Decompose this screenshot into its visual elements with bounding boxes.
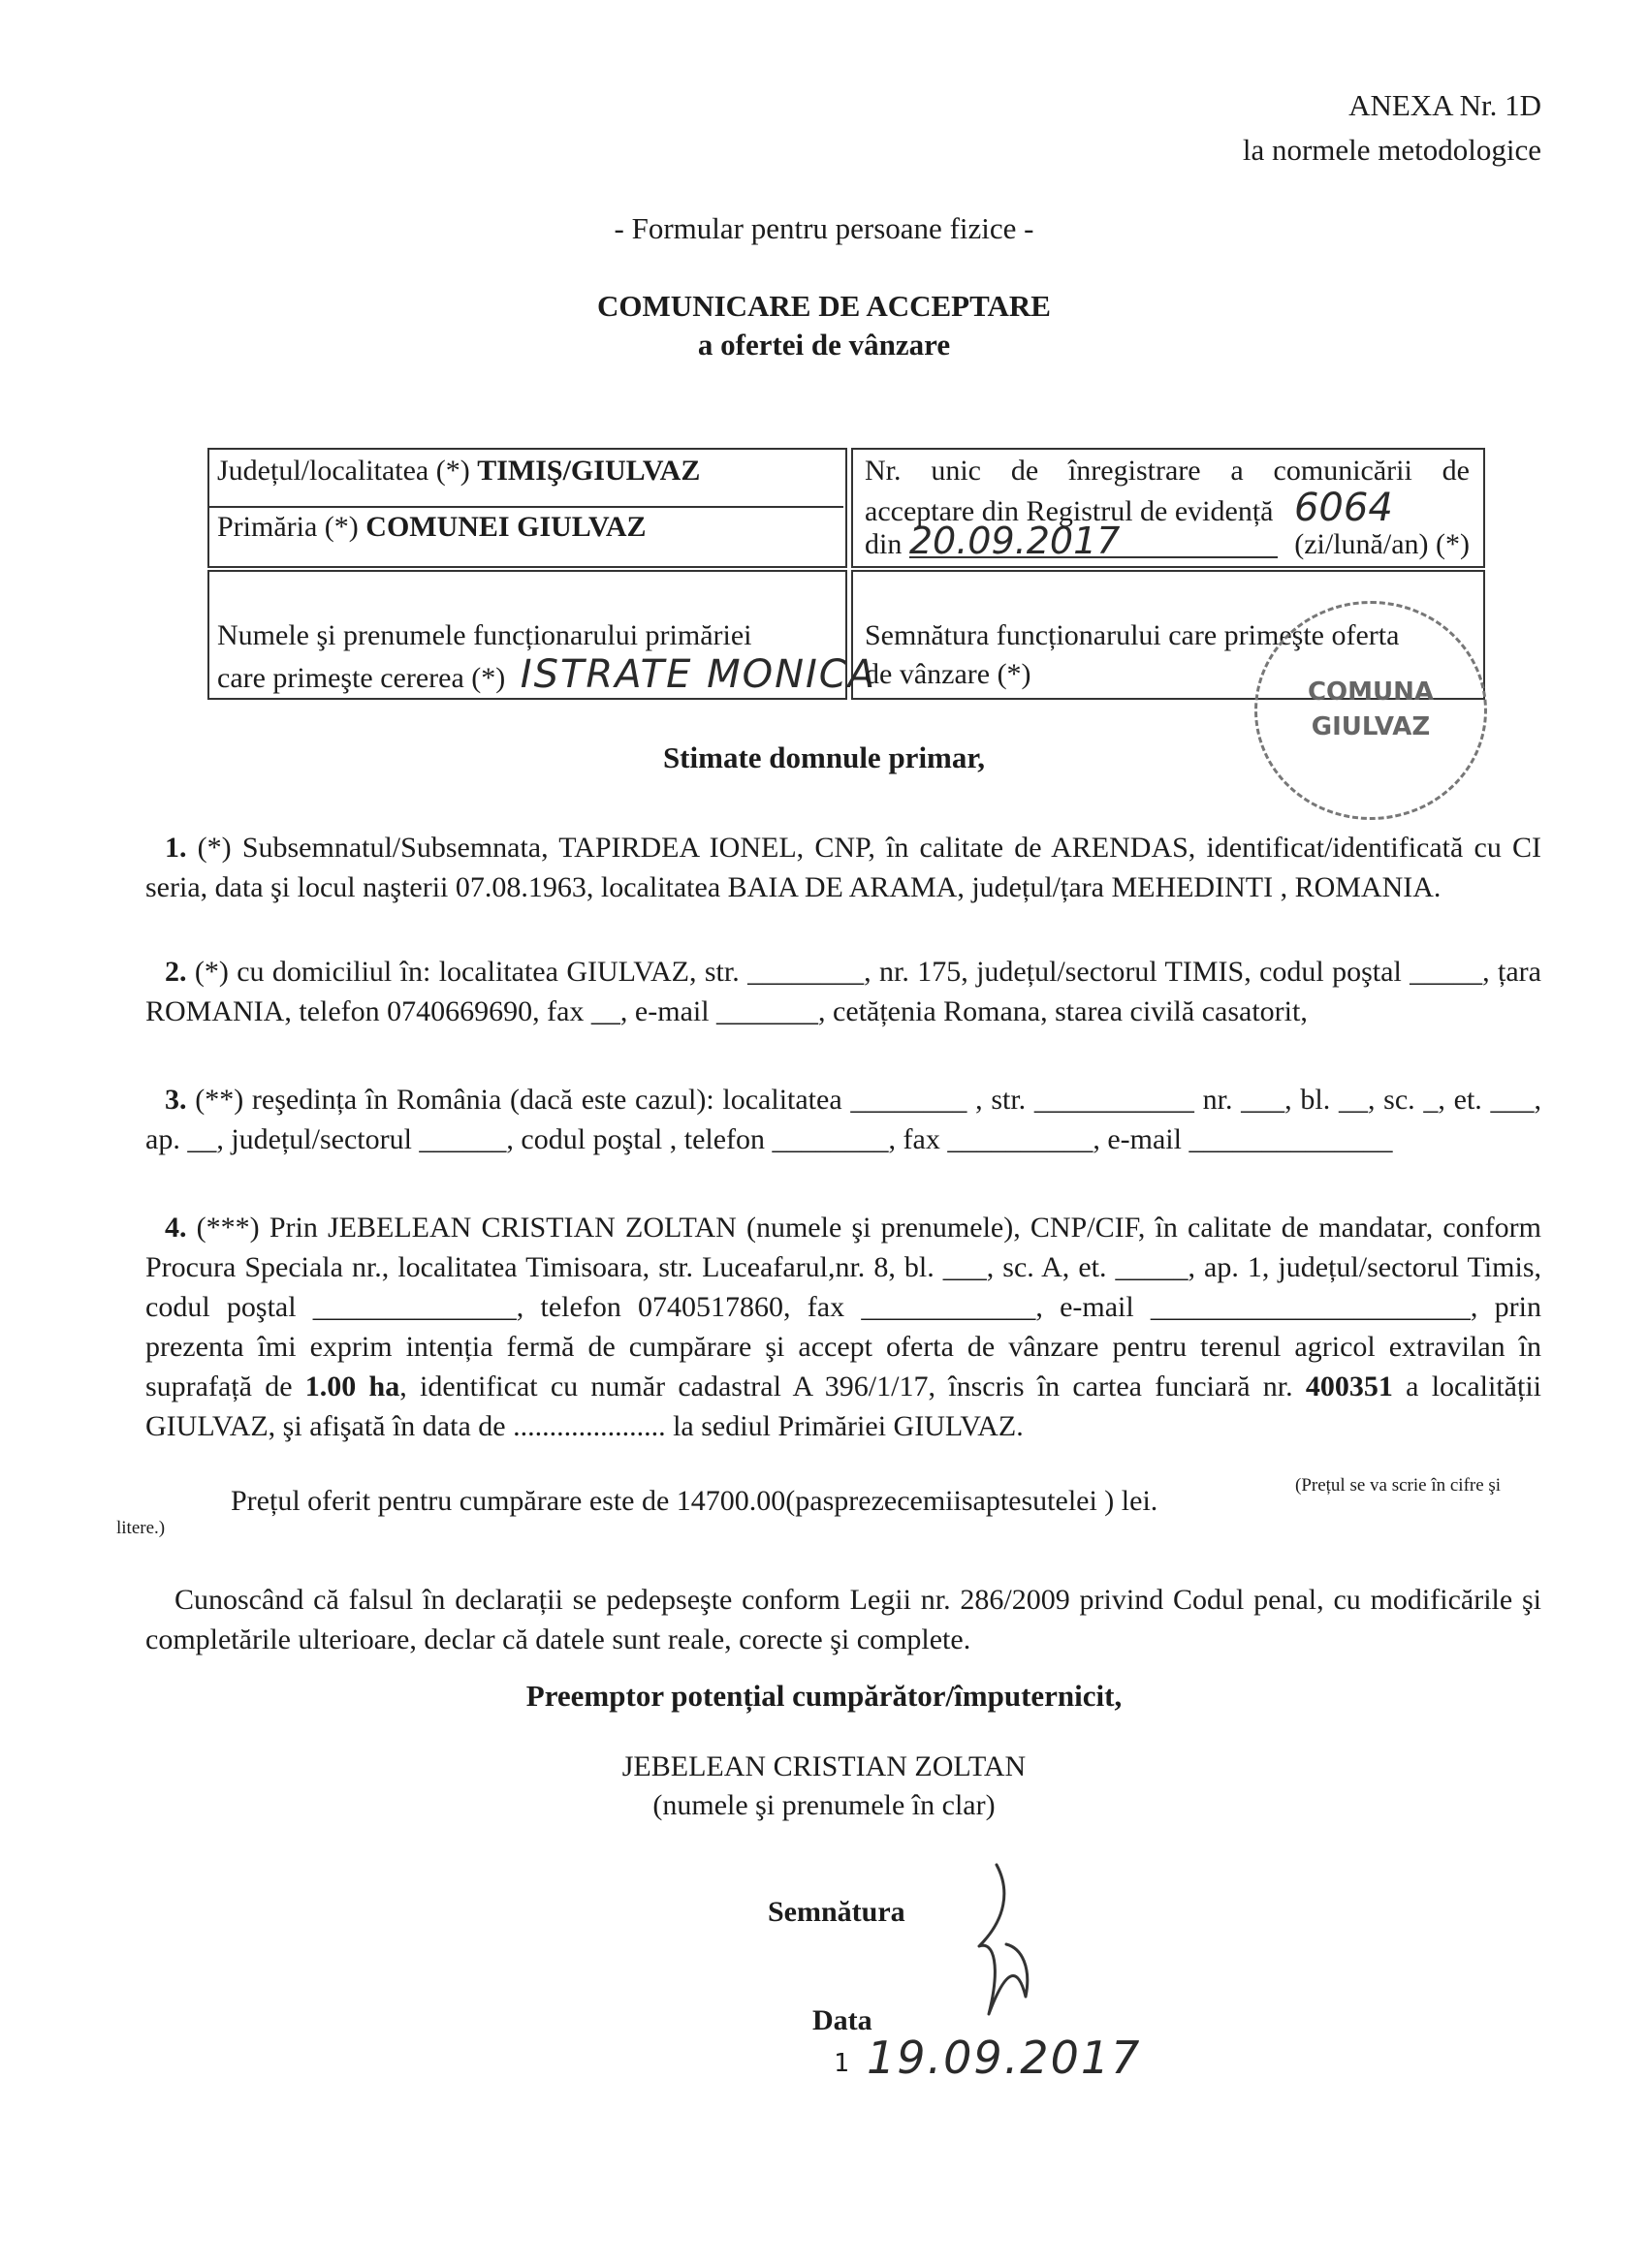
official-label-1: Numele şi prenumele funcționarului primăriei bbox=[217, 619, 752, 651]
paragraph-3 bbox=[145, 1080, 1541, 1159]
paragraph-4-text-b: , identificat cu număr cadastral A 396/1/17, înscris în cartea funciară nr. bbox=[399, 1370, 1306, 1402]
form-type: - Formular pentru persoane fizice - bbox=[614, 211, 1034, 245]
paragraph-2 bbox=[145, 952, 1541, 1031]
registration-din: din bbox=[865, 528, 903, 560]
stamp-text-2: GIULVAZ bbox=[1311, 712, 1431, 741]
registration-date: 20.09.2017 bbox=[909, 525, 1278, 558]
registration-number: 6064 bbox=[1293, 486, 1393, 530]
registration-text-1: Nr. unic de înregistrare a comunicării de bbox=[865, 455, 1470, 487]
buyer-name: JEBELEAN CRISTIAN ZOLTAN bbox=[621, 1750, 1027, 1782]
registration-label: acceptare din Registrul de evidență bbox=[865, 495, 1274, 527]
city-hall-value: COMUNEI GIULVAZ bbox=[365, 511, 647, 543]
document-subtitle: a ofertei de vânzare bbox=[697, 328, 951, 362]
paragraph-1 bbox=[145, 828, 1541, 907]
land-registry-number: 400351 bbox=[1305, 1370, 1393, 1402]
price-text: Prețul oferit pentru cumpărare este de 14700.00(pasprezecemiisaptesutelei ) lei. bbox=[231, 1485, 1158, 1517]
buyer-label: Preemptor potențial cumpărător/împuternicit, bbox=[525, 1679, 1123, 1713]
paragraph-4-number: 4. bbox=[165, 1212, 187, 1244]
official-name: ISTRATE MONICA bbox=[520, 652, 877, 697]
land-area: 1.00 ha bbox=[304, 1370, 400, 1402]
paragraph-4-text-c: a localității GIULVAZ, şi afişată în data de ..................... la sediul Primăriei GIULVAZ. bbox=[145, 1370, 1541, 1442]
city-hall-row bbox=[217, 508, 647, 547]
paragraph-2-text: (*) cu domiciliul în: localitatea GIULVAZ, str. ________, nr. 175, județul/sectorul TIMIS, codul poştal _____, țara ROMANIA, telefon 0740669690, fax __, e-mail _______, cetățenia Romana, starea civilă casatorit, bbox=[145, 956, 1541, 1027]
greeting: Stimate domnule primar, bbox=[662, 740, 986, 774]
paragraph-3-text: (**) reşedința în România (dacă este cazul): localitatea ________ , str. ___________ nr. ___, bl. __, sc. _, et. ___, ap. __, județul/sectorul ______, codul poştal , telefon ________, fax __________, e-mail ______________ bbox=[145, 1084, 1541, 1155]
signature-label-1: Semnătura funcționarului care primeşte oferta bbox=[865, 619, 1400, 651]
date-value: 19.09.2017 bbox=[867, 2032, 1142, 2084]
signature-label-2: de vânzare (*) bbox=[865, 658, 1031, 690]
official-label-2: care primeşte cererea (*) bbox=[217, 662, 506, 694]
declaration: Cunoscând că falsul în declarații se pedepseşte conform Legii nr. 286/2009 privind Codul penal, cu modificările şi completările ulterioare, declar că datele sunt reale, corecte şi complete. bbox=[145, 1584, 1541, 1655]
paragraph-1-text: (*) Subsemnatul/Subsemnata, TAPIRDEA IONEL, CNP, în calitate de ARENDAS, identificat/identificată cu CI seria, data şi locul naşterii 07.08.1963, localitatea BAIA DE ARAMA, județul/țara MEHEDINTI , ROMANIA. bbox=[145, 832, 1541, 903]
date-label: Data bbox=[812, 2004, 872, 2036]
name-hint: (numele şi prenumele în clar) bbox=[652, 1789, 996, 1821]
county-label: Județul/localitatea (*) bbox=[217, 455, 470, 487]
paragraph-4 bbox=[145, 1208, 1541, 1446]
date-prefix: 1 bbox=[834, 2049, 849, 2078]
county-value: TIMIŞ/GIULVAZ bbox=[477, 455, 701, 487]
annex-norms: la normele metodologice bbox=[1242, 133, 1541, 167]
county-row bbox=[217, 452, 700, 490]
document-title: COMUNICARE DE ACCEPTARE bbox=[597, 289, 1051, 323]
stamp-text-1: COMUNA bbox=[1307, 677, 1435, 707]
paragraph-4-text-a: (***) Prin JEBELEAN CRISTIAN ZOLTAN (numele şi prenumele), CNP/CIF, în calitate de mandatar, conform Procura Speciala nr., localitatea Timisoara, str. Luceafarul,nr. 8, bl. ___, sc. A, et. _____, ap. 1, județul/sectorul Timis, codul poştal ______________, telefon 0740517860, fax ____________, e-mail ______________________, prin prezenta îmi exprim intenția fermă de cumpărare şi accept oferta de vânzare pentru terenul agricol extravilan în suprafață de bbox=[145, 1212, 1541, 1402]
registration-date-row bbox=[865, 520, 1470, 564]
price-note: (Prețul se va scrie în cifre şi bbox=[1295, 1475, 1502, 1496]
paragraph-2-number: 2. bbox=[165, 956, 187, 988]
annex-number: ANEXA Nr. 1D bbox=[1348, 88, 1541, 122]
registration-date-format: (zi/lună/an) (*) bbox=[1294, 528, 1470, 560]
buyer-signature bbox=[950, 1851, 1066, 2026]
paragraph-1-number: 1. bbox=[165, 832, 187, 864]
signature-label: Semnătura bbox=[768, 1896, 905, 1928]
city-hall-label: Primăria (*) bbox=[217, 511, 359, 543]
official-row bbox=[217, 652, 877, 698]
paragraph-3-number: 3. bbox=[165, 1084, 187, 1116]
stamp bbox=[1254, 601, 1487, 820]
price-note-end: litere.) bbox=[116, 1518, 166, 1538]
